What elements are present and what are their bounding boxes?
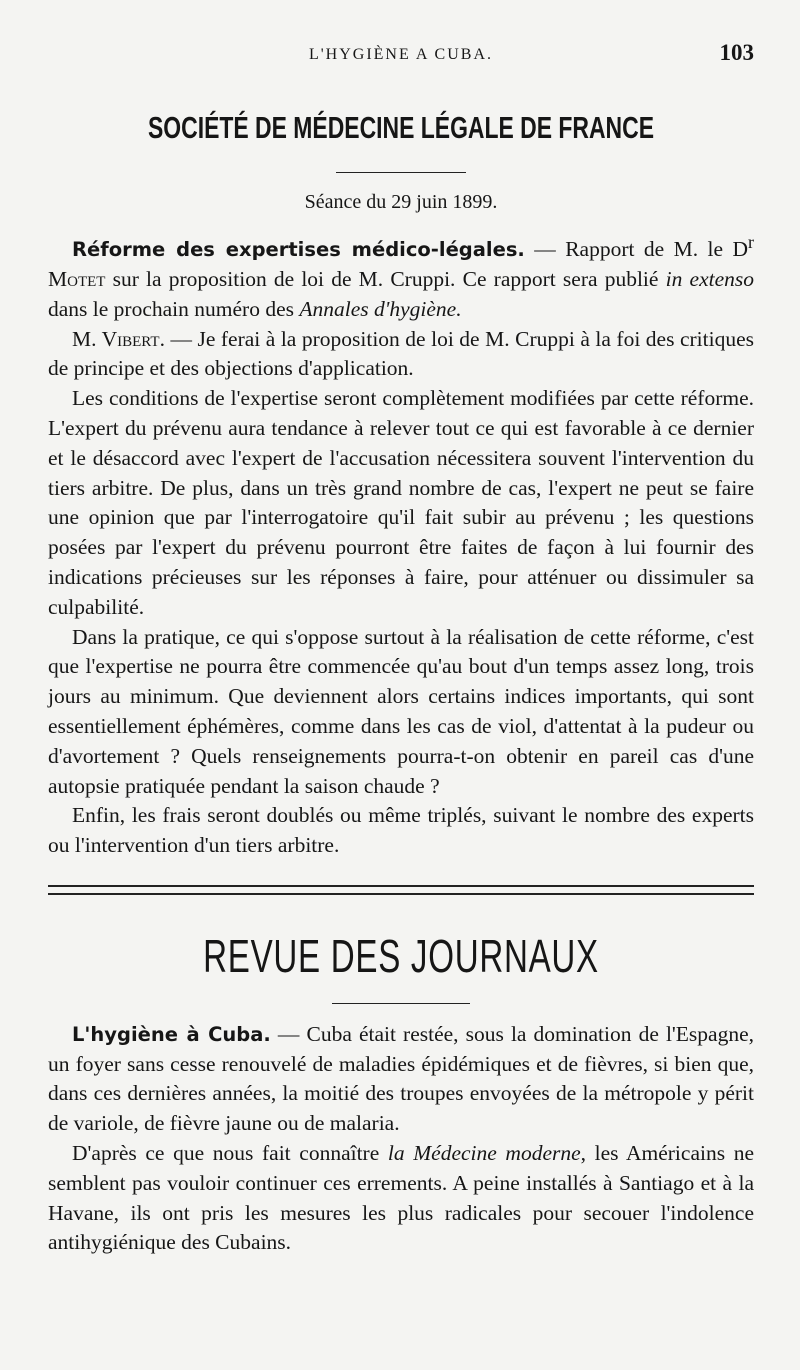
italic-text: in extenso bbox=[665, 266, 754, 291]
paragraph-cuba bbox=[48, 1020, 754, 1139]
paragraph-conditions: Les conditions de l'expertise seront complètement modifiées par cette réforme. L'expert du prévenu aura tendance à relever tout ce qui est favorable à ce dernier et le désaccord avec l'expert de l'accusation nécessitera souvent l'intervention du tiers arbitre. De plus, dans un très grand nombre de cas, l'expert ne peut se faire une opinion que par l'interrogatoire qu'il fait subir au prévenu ; les questions posées par l'expert du prévenu pourront être faites de façon à lui fournir des indications précieuses sur les réponses à faire, pour atténuer ou dissimuler sa culpabilité. bbox=[48, 386, 754, 619]
superscript: r bbox=[748, 232, 754, 252]
speaker-name: M. Vibert. bbox=[72, 326, 165, 351]
running-head bbox=[48, 0, 754, 78]
section-rule bbox=[336, 172, 466, 173]
journal-title: la Médecine moderne bbox=[387, 1141, 581, 1166]
paragraph-pratique: Dans la pratique, ce qui s'oppose surtout à la réalisation de cette réforme, c'est que l'expertise ne pourra être commencée qu'au bout d'un temps assez long, trois jours au minimum. Que deviennent alors certains indices importants, qui sont essentiellement éphémères, comme dans les cas de viol, d'attentat à la pudeur ou d'avortement ? Quels renseignements pourra-t-on obtenir en pareil cas d'une autopsie pratiquée pendant la saison chaude ? bbox=[48, 624, 754, 798]
paragraph-americains bbox=[48, 1139, 754, 1258]
paragraph-frais: Enfin, les frais seront doublés ou même triplés, suivant le nombre des experts ou l'intervention d'un tiers arbitre. bbox=[48, 803, 754, 858]
text-run: — Je ferai à la proposition de loi de M. Cruppi à la foi des critiques de principe et des objections d'application. bbox=[48, 326, 754, 381]
double-rule-divider bbox=[48, 885, 754, 895]
journal-title: Annales d'hygiène. bbox=[299, 296, 462, 321]
paragraph-reforme bbox=[48, 228, 754, 325]
page-number: 103 bbox=[719, 40, 754, 65]
society-title: SOCIÉTÉ DE MÉDECINE LÉGALE DE FRANCE bbox=[147, 110, 654, 145]
text-run: — Rapport de M. le D bbox=[524, 237, 749, 262]
text-run: — Cuba était restée, sous la domination de l'Espagne, un foyer sans cesse renouvelé de maladies épidémiques et de fièvres, si bien que, dans ces dernières années, la moitié des troupes envoyées de la métropole y périt de variole, de fièvre jaune ou de malaria. bbox=[48, 1021, 755, 1136]
person-name: Motet bbox=[48, 266, 106, 291]
text-run: , les Américains ne semblent pas vouloir continuer ces errements. A peine installés à Santiago et à la Havane, ils ont pris les mesures les plus radicales pour secouer l'indolence antihygiénique des Cubains. bbox=[48, 1141, 754, 1255]
paragraph-heading: Réforme des expertises médico-légales. bbox=[72, 238, 525, 262]
session-date: Séance du 29 juin 1899. bbox=[304, 191, 498, 213]
text-run: D'après ce que nous fait connaître bbox=[72, 1141, 388, 1166]
running-head-title: L'HYGIÈNE A CUBA. bbox=[309, 46, 493, 63]
paragraph-vibert bbox=[48, 325, 754, 385]
text-run: dans le prochain numéro des bbox=[48, 296, 300, 321]
text-run: sur la proposition de loi de M. Cruppi. Ce rapport sera publié bbox=[105, 266, 666, 291]
section-rule bbox=[332, 1003, 470, 1004]
revue-title: REVUE DES JOURNAUX bbox=[203, 929, 599, 982]
paragraph-heading: L'hygiène à Cuba. bbox=[72, 1022, 271, 1046]
